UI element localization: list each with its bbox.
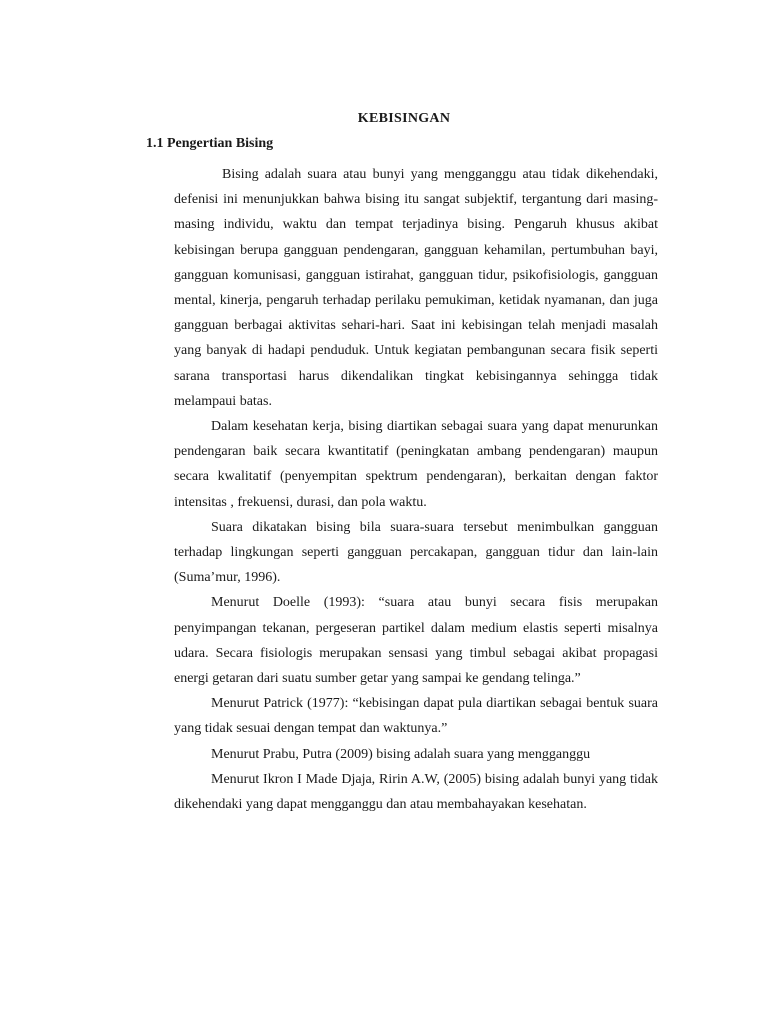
paragraph-occupational-health: Dalam kesehatan kerja, bising diartikan sebagai suara yang dapat menurunkan pendengaran baik secara kwantitatif (peningkatan ambang pendengaran) maupun secara kwalitatif (penyempitan spektrum pendengaran), berkaitan dengan faktor intensitas , frekuensi, durasi, dan pola waktu. (174, 419, 658, 510)
paragraph-prabu: Menurut Prabu, Putra (2009) bising adalah suara yang mengganggu (211, 746, 591, 762)
paragraph-definition: Bising adalah suara atau bunyi yang mengganggu atau tidak dikehendaki, defenisi ini menunjukkan bahwa bising itu sangat subjektif, tergantung dari masing-masing individu, waktu dan tempat terjadinya bising. Pengaruh khusus akibat kebisingan berupa gangguan pendengaran, gangguan kehamilan, pertumbuhan bayi, gangguan komunisasi, gangguan istirahat, gangguan tidur, psikofisiologis, gangguan mental, kinerja, pengaruh terhadap perilaku pemukiman, ketidak nyamanan, dan juga gangguan berbagai aktivitas sehari-hari. Saat ini kebisingan telah menjadi masalah yang banyak di hadapi penduduk. Untuk kegiatan pembangunan secara fisik seperti sarana transportasi harus dikendalikan tingkat kebisingannya sehingga tidak melampaui batas. (174, 167, 658, 409)
paragraph-doelle: Menurut Doelle (1993): “suara atau bunyi secara fisis merupakan penyimpangan tekanan, pergeseran partikel dalam medium elastis seperti misalnya udara. Secara fisiologis merupakan sensasi yang timbul sebagai akibat propagasi energi getaran dari suatu sumber getar yang sampai ke gendang telinga.” (174, 595, 658, 687)
paragraph-patrick: Menurut Patrick (1977): “kebisingan dapat pula diartikan sebagai bentuk suara yang tidak sesuai dengan tempat dan waktunya.” (174, 696, 658, 737)
paragraph-ikron: Menurut Ikron I Made Djaja, Ririn A.W, (2005) bising adalah bunyi yang tidak dikehendaki yang dapat mengganggu dan atau membahayakan kesehatan. (174, 771, 658, 813)
document-title: KEBISINGAN (357, 111, 451, 126)
body-text (174, 162, 658, 817)
paragraph-sumamur: Suara dikatakan bising bila suara-suara tersebut menimbulkan gangguan terhadap lingkungan seperti gangguan percakapan, gangguan tidur dan lain-lain (Suma’mur, 1996). (174, 519, 658, 586)
section-heading: 1.1 Pengertian Bising (146, 136, 274, 151)
